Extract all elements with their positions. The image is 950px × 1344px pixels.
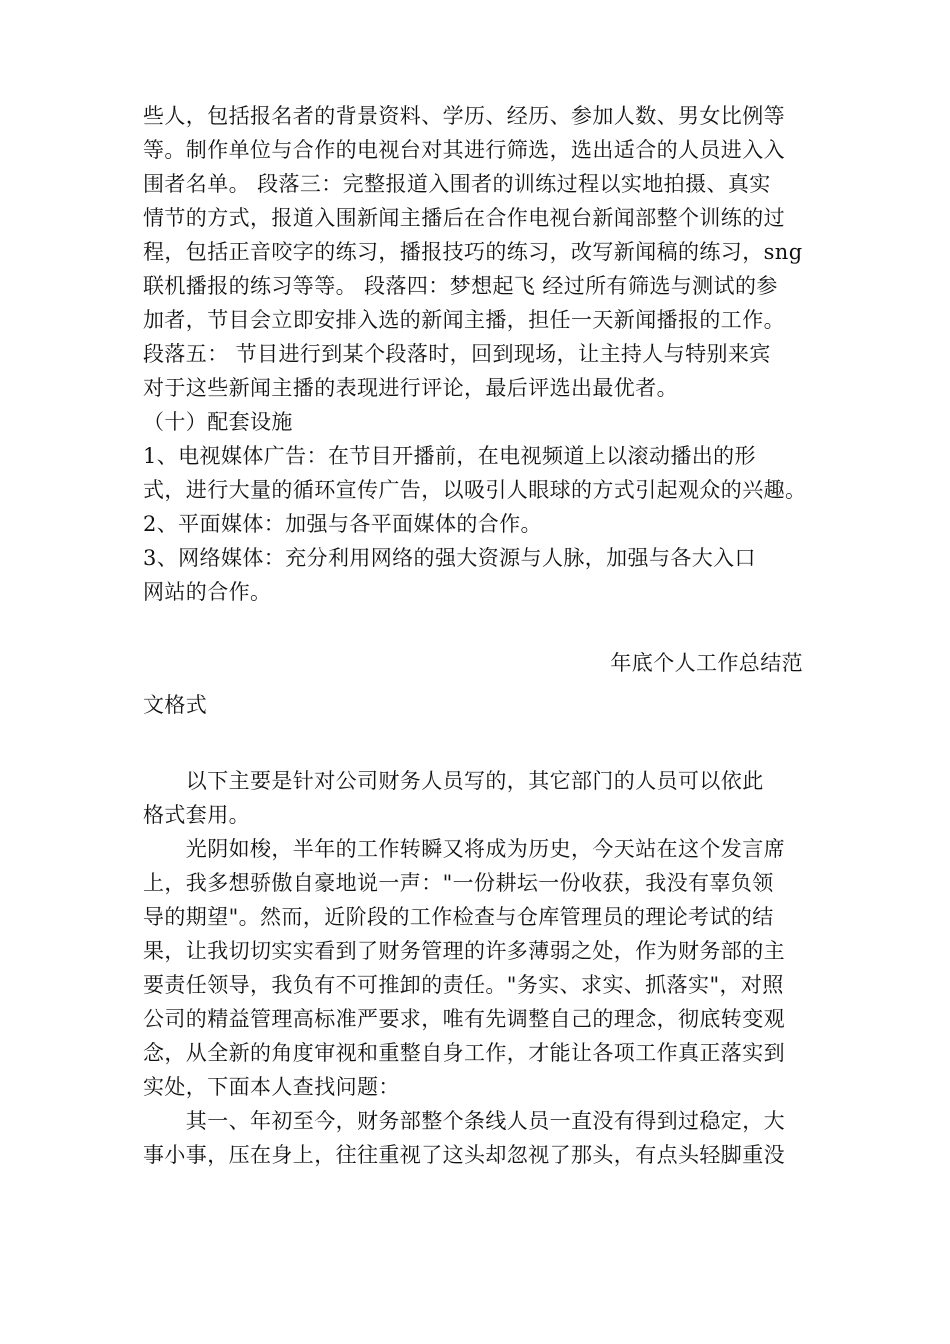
- paragraph-line: 导的期望"。然而，近阶段的工作检查与仓库管理员的理论考试的结: [143, 905, 774, 929]
- paragraph-line: 实处，下面本人查找问题：: [143, 1075, 400, 1099]
- paragraph-line: 情节的方式，报道入围新闻主播后在合作电视台新闻部整个训练的过: [143, 206, 785, 230]
- section-heading: （十）配套设施: [143, 410, 293, 434]
- paragraph-line: 2、平面媒体：加强与各平面媒体的合作。: [143, 512, 542, 536]
- paragraph-line: 围者名单。 段落三：完整报道入围者的训练过程以实地拍摄、真实: [143, 172, 771, 196]
- paragraph-line: 3、网络媒体：充分利用网络的强大资源与人脉，加强与各大入口: [143, 546, 756, 570]
- paragraph-line: 其一、年初至今，财务部整个条线人员一直没有得到过稳定，大: [143, 1109, 785, 1133]
- paragraph-line: 要责任领导，我负有不可推卸的责任。"务实、求实、抓落实"，对照: [143, 973, 784, 997]
- paragraph-line: 等。制作单位与合作的电视台对其进行筛选，选出适合的人员进入入: [143, 138, 785, 162]
- paragraph-line: 段落五： 节目进行到某个段落时，回到现场，让主持人与特别来宾: [143, 342, 771, 366]
- paragraph-line: 程，包括正音咬字的练习，播报技巧的练习，改写新闻稿的练习，sng: [143, 240, 803, 264]
- paragraph-line: 以下主要是针对公司财务人员写的，其它部门的人员可以依此: [143, 769, 764, 793]
- paragraph-line: 些人，包括报名者的背景资料、学历、经历、参加人数、男女比例等: [143, 104, 785, 128]
- paragraph-line: 上，我多想骄傲自豪地说一声："一份耕坛一份收获，我没有辜负领: [143, 871, 774, 895]
- paragraph-line: 式，进行大量的循环宣传广告，以吸引人眼球的方式引起观众的兴趣。: [143, 478, 807, 502]
- paragraph-line: 光阴如梭，半年的工作转瞬又将成为历史，今天站在这个发言席: [143, 837, 785, 861]
- paragraph-line: 对于这些新闻主播的表现进行评论，最后评选出最优者。: [143, 376, 678, 400]
- document-title: 年底个人工作总结范: [610, 651, 803, 675]
- paragraph-line: 事小事，压在身上，往往重视了这头却忽视了那头，有点头轻脚重没: [143, 1143, 785, 1167]
- paragraph-line: 1、电视媒体广告：在节目开播前，在电视频道上以滚动播出的形: [143, 444, 756, 468]
- paragraph-line: 念，从全新的角度审视和重整自身工作，才能让各项工作真正落实到: [143, 1041, 785, 1065]
- paragraph-line: 公司的精益管理高标准严要求，唯有先调整自己的理念，彻底转变观: [143, 1007, 785, 1031]
- paragraph-line: 网站的合作。: [143, 580, 272, 604]
- paragraph-line: 联机播报的练习等等。 段落四：梦想起飞 经过所有筛选与测试的参: [143, 274, 778, 298]
- document-title-continued: 文格式: [143, 693, 208, 717]
- paragraph-line: 果，让我切切实实看到了财务管理的许多薄弱之处，作为财务部的主: [143, 939, 785, 963]
- paragraph-line: 加者，节目会立即安排入选的新闻主播，担任一天新闻播报的工作。: [143, 308, 785, 332]
- paragraph-line: 格式套用。: [143, 803, 250, 827]
